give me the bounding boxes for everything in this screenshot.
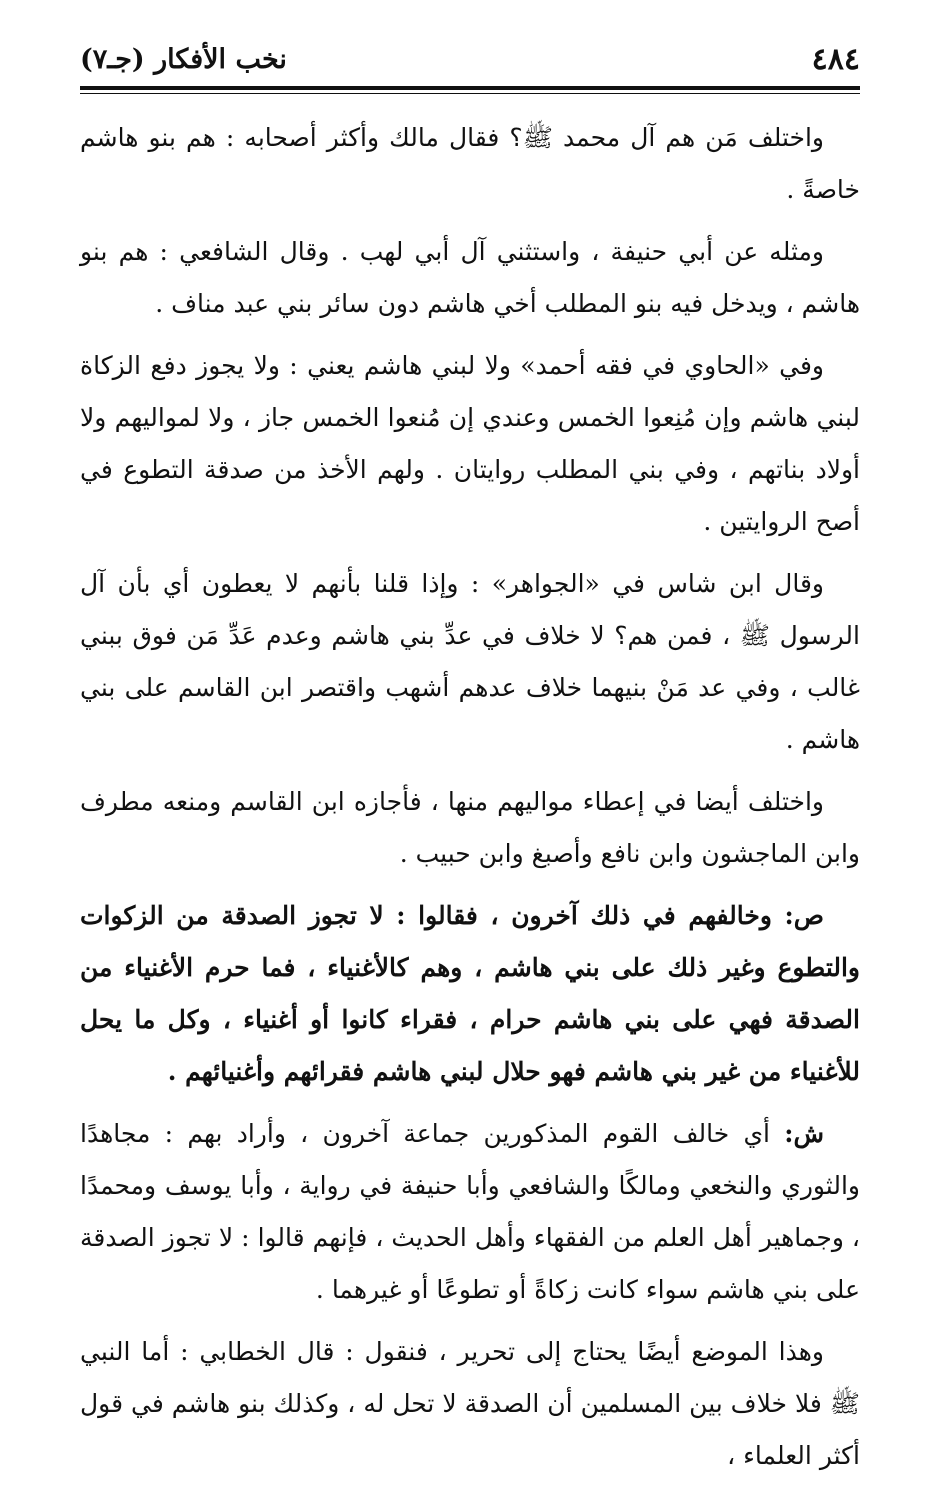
paragraph-4 xyxy=(80,558,860,766)
book-title: نخب الأفكار (جـ٧) xyxy=(80,44,287,75)
paragraph-text: ومثله عن أبي حنيفة ، واستثني آل أبي لهب . وقال الشافعي : هم بنو هاشم ، ويدخل فيه بنو المطلب أخي هاشم دون سائر بني عبد مناف . xyxy=(80,237,860,318)
matn-marker: ص: xyxy=(784,901,824,930)
paragraph-text: وخالفهم في ذلك آخرون ، فقالوا : لا تجوز الصدقة من الزكوات والتطوع وغير ذلك على بني هاشم ، وهم كالأغنياء ، فما حرم الأغنياء من الصدقة فهي على بني هاشم حرام ، فقراء كانوا أو أغنياء ، وكل ما يحل للأغنياء من غير بني هاشم فهو حلال لبني هاشم فقرائهم وأغنيائهم . xyxy=(80,901,860,1086)
paragraph-text: وفي «الحاوي في فقه أحمد» ولا لبني هاشم يعني : ولا يجوز دفع الزكاة لبني هاشم وإن مُنِعوا الخمس وعندي إن مُنعوا الخمس جاز ، ولا لمواليهم ولا أولاد بناتهم ، وفي بني المطلب روايتان . ولهم الأخذ من صدقة التطوع في أصح الروايتين . xyxy=(80,351,860,536)
sharh-marker: ش: xyxy=(784,1119,824,1148)
paragraph-5 xyxy=(80,776,860,880)
matn-paragraph xyxy=(80,890,860,1098)
paragraph-2 xyxy=(80,226,860,330)
header-rule xyxy=(80,86,860,90)
paragraph-text: أي خالف القوم المذكورين جماعة آخرون ، وأراد بهم : مجاهدًا والثوري والنخعي ومالكًا والشافعي وأبا حنيفة في رواية ، وأبا يوسف ومحمدًا ، وجماهير أهل العلم من الفقهاء وأهل الحديث ، فإنهم قالوا : لا تجوز الصدقة على بني هاشم سواء كانت زكاةً أو تطوعًا أو غيرهما . xyxy=(80,1119,860,1304)
paragraph-text: واختلف أيضا في إعطاء مواليهم منها ، فأجازه ابن القاسم ومنعه مطرف وابن الماجشون وابن نافع وأصبغ وابن حبيب . xyxy=(80,787,860,868)
sharh-paragraph xyxy=(80,1108,860,1316)
running-header xyxy=(80,40,860,80)
page-number: ٤٨٤ xyxy=(811,42,860,77)
header-rule-thin xyxy=(80,93,860,94)
body-text xyxy=(80,112,860,1482)
paragraph-3 xyxy=(80,340,860,548)
paragraph-8 xyxy=(80,1326,860,1482)
paragraph-text: وهذا الموضع أيضًا يحتاج إلى تحرير ، فنقول : قال الخطابي : أما النبي ﷺ فلا خلاف بين المسلمين أن الصدقة لا تحل له ، وكذلك بنو هاشم في قول أكثر العلماء ، xyxy=(80,1337,860,1470)
paragraph-text: واختلف مَن هم آل محمد ﷺ؟ فقال مالك وأكثر أصحابه : هم بنو هاشم خاصةً . xyxy=(80,123,860,204)
paragraph-1 xyxy=(80,112,860,216)
book-page xyxy=(80,40,860,1492)
paragraph-text: وقال ابن شاس في «الجواهر» : وإذا قلنا بأنهم لا يعطون أي بأن آل الرسول ﷺ ، فمن هم؟ لا خلاف في عدِّ بني هاشم وعدم عَدِّ مَن فوق ببني غالب ، وفي عد مَنْ بنيهما خلاف عدهم أشهب واقتصر ابن القاسم على بني هاشم . xyxy=(80,569,860,754)
